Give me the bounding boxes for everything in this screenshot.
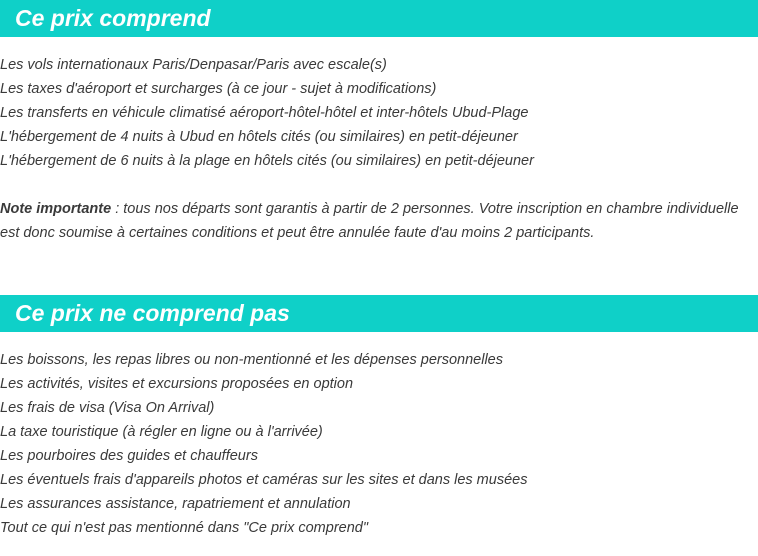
included-section-title: Ce prix comprend — [15, 5, 211, 31]
excluded-item: Les activités, visites et excursions proposées en option — [0, 376, 354, 392]
excluded-item: Les pourboires des guides et chauffeurs — [0, 448, 258, 464]
important-note-text: : tous nos départs sont garantis à partir de 2 personnes. Votre inscription en chambre individuelle est donc soumise à certaines conditions et peut être annulée faute d'au moins 2 participants. — [0, 201, 739, 241]
excluded-item: Tout ce qui n'est pas mentionné dans "Ce prix comprend" — [0, 520, 368, 536]
excluded-item: La taxe touristique (à régler en ligne ou à l'arrivée) — [0, 424, 323, 440]
included-item: Les transferts en véhicule climatisé aéroport-hôtel-hôtel et inter-hôtels Ubud-Plage — [0, 105, 529, 121]
important-note — [0, 197, 752, 245]
included-section-header — [0, 0, 758, 37]
included-item: L'hébergement de 6 nuits à la plage en hôtels cités (ou similaires) en petit-déjeuner — [0, 153, 534, 169]
included-item: Les vols internationaux Paris/Denpasar/Paris avec escale(s) — [0, 57, 387, 73]
excluded-item: Les éventuels frais d'appareils photos et caméras sur les sites et dans les musées — [0, 472, 528, 488]
included-list — [0, 53, 534, 173]
included-item: Les taxes d'aéroport et surcharges (à ce jour - sujet à modifications) — [0, 81, 437, 97]
excluded-item: Les frais de visa (Visa On Arrival) — [0, 400, 215, 416]
excluded-item: Les boissons, les repas libres ou non-mentionné et les dépenses personnelles — [0, 352, 503, 368]
excluded-item: Les assurances assistance, rapatriement et annulation — [0, 496, 351, 512]
important-note-label: Note importante — [0, 201, 112, 217]
excluded-section-header — [0, 295, 758, 332]
excluded-list — [0, 348, 527, 540]
included-item: L'hébergement de 4 nuits à Ubud en hôtels cités (ou similaires) en petit-déjeuner — [0, 129, 518, 145]
excluded-section-title: Ce prix ne comprend pas — [15, 300, 290, 326]
